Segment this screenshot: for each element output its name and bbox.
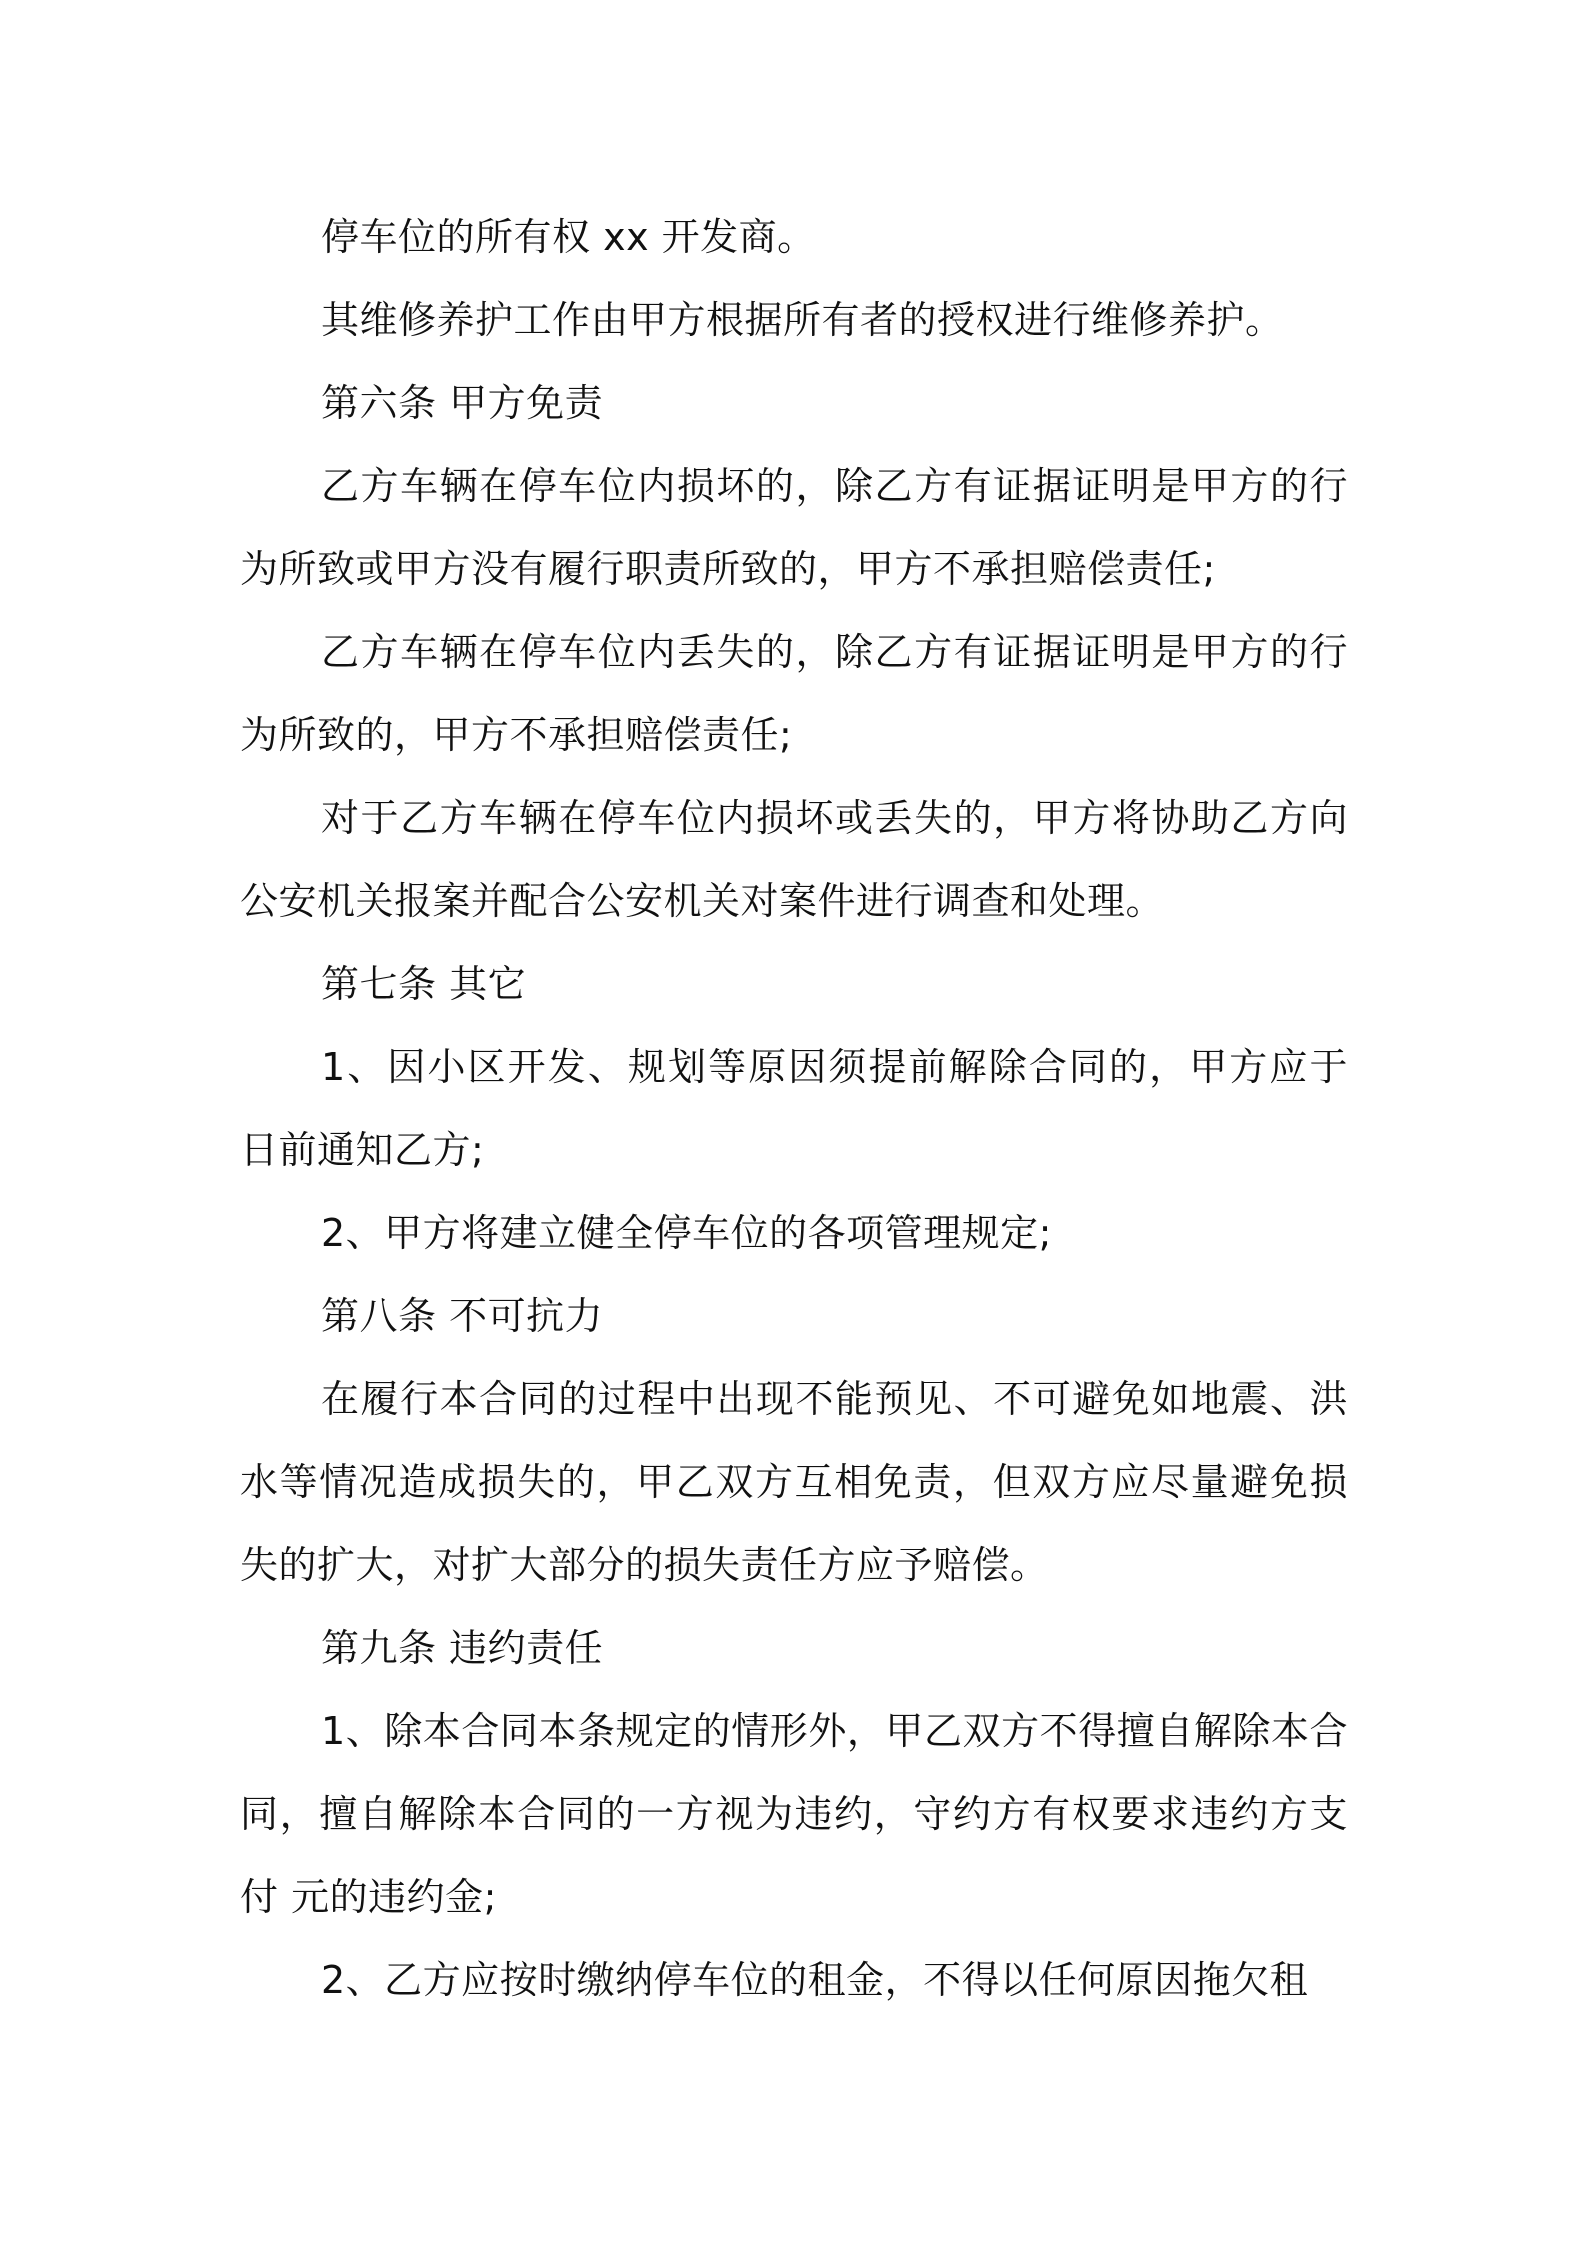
paragraph: 乙方车辆在停车位内损坏的，除乙方有证据证明是甲方的行为所致或甲方没有履行职责所致的，甲方不承担赔偿责任; (240, 464, 1348, 591)
paragraph: 在履行本合同的过程中出现不能预见、不可避免如地震、洪水等情况造成损失的，甲乙双方互相免责，但双方应尽量避免损失的扩大，对扩大部分的损失责任方应予赔偿。 (240, 1377, 1348, 1587)
paragraph: 2、甲方将建立健全停车位的各项管理规定; (321, 1211, 1052, 1255)
document-body (240, 196, 1348, 2022)
paragraph: 对于乙方车辆在停车位内损坏或丢失的，甲方将协助乙方向公安机关报案并配合公安机关对案件进行调查和处理。 (240, 796, 1348, 923)
paragraph: 其维修养护工作由甲方根据所有者的授权进行维修养护。 (321, 298, 1284, 342)
section-heading: 第九条 违约责任 (321, 1626, 604, 1670)
section-heading: 第六条 甲方免责 (321, 381, 604, 425)
paragraph: 乙方车辆在停车位内丢失的，除乙方有证据证明是甲方的行为所致的，甲方不承担赔偿责任; (240, 630, 1348, 757)
paragraph: 1、因小区开发、规划等原因须提前解除合同的，甲方应于 日前通知乙方; (240, 1045, 1348, 1172)
section-heading: 第八条 不可抗力 (321, 1294, 604, 1338)
paragraph: 1、除本合同本条规定的情形外，甲乙双方不得擅自解除本合同，擅自解除本合同的一方视为违约，守约方有权要求违约方支付 元的违约金; (240, 1709, 1348, 1919)
paragraph: 2、乙方应按时缴纳停车位的租金，不得以任何原因拖欠租 (321, 1958, 1309, 2002)
section-heading: 第七条 其它 (321, 962, 527, 1006)
paragraph: 停车位的所有权 xx 开发商。 (321, 215, 816, 259)
